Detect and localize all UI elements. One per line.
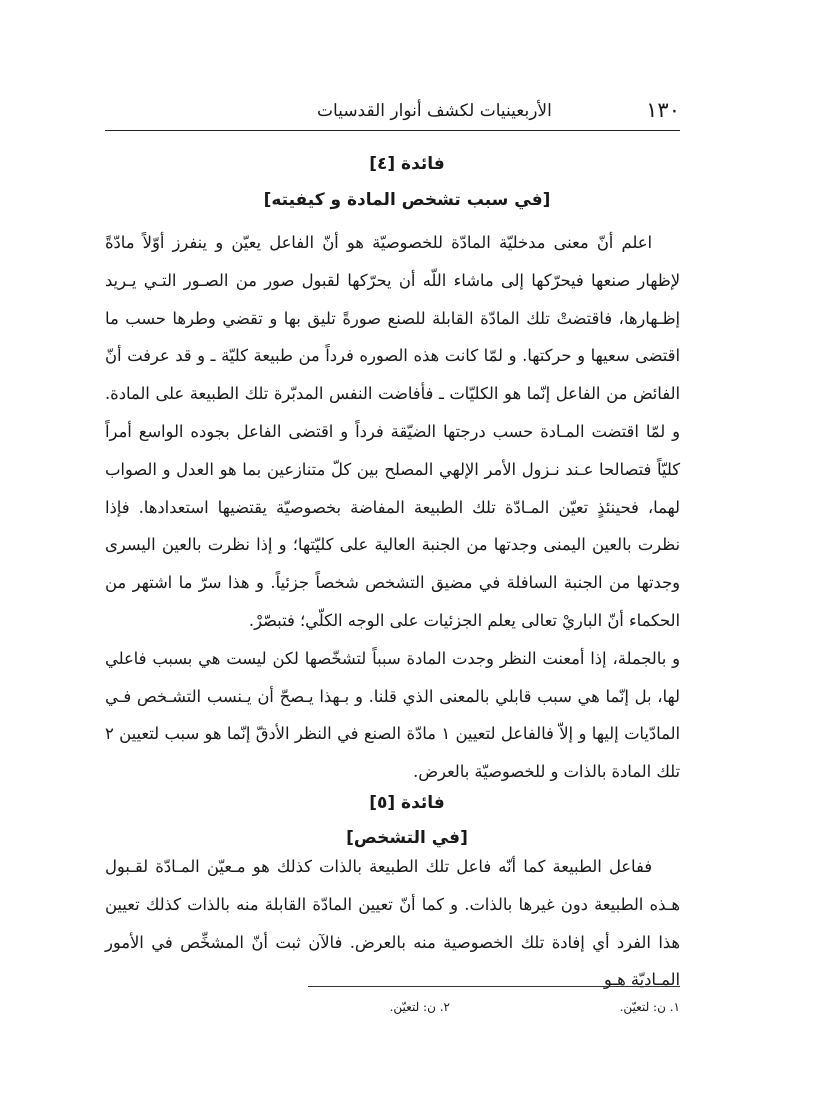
footnote-1: ١. ن: لتعيّن. — [619, 1000, 680, 1014]
page-number: ١٣٠ — [646, 98, 680, 122]
section4-body — [105, 224, 680, 791]
footnote-rule — [308, 986, 680, 987]
footnote-2: ٢. ن: لتعيّن. — [389, 1000, 450, 1014]
section5-heading: فائدة [٥] — [369, 793, 445, 813]
section5-subheading: [في التشخص] — [346, 828, 468, 848]
section4-subheading: [في سبب تشخص المادة و كيفيته] — [263, 190, 551, 210]
section4-paragraph-2: و بالجملة، إذا أمعنت النظر وجدت المادة سبباً لتشخّصها لكن ليست هي بسبب فاعلي لها، بل إنّما هي سبب قابلي بالمعنى الذي قلنا. و بـهذا يـصحّ أن يـنسب التشـخص فـي المادّيات إليها و إلاّ فالفاعل لتعيين ١ مادّة الصنع في النظر الأدقّ إنّما هو سبب لتعيين ٢ تلك المادة بالذات و للخصوصيّة بالعرض. — [105, 648, 680, 782]
running-title: الأربعينيات لكشف أنوار القدسيات — [317, 101, 552, 121]
section5-paragraph-1: ففاعل الطبيعة كما أنّه فاعل تلك الطبيعة بالذات كذلك هو مـعيّن المـادّة لقـبول هـذه الطبيعة دون غيرها بالذات. و كما أنّ تعيين المادّة القابلة منه بالذات كذلك تعيين هذا الفرد أي إفادة تلك الخصوصية منه بالعرض. فالآن ثبت أنّ المشخِّص في الأمور المـاديّة هـو — [105, 857, 680, 990]
section4-paragraph-1: اعلم أنّ معنى مدخليّة المادّة للخصوصيّة هو أنّ الفاعل يعيّن و ينفرز أوّلاً مادّةً لإظهار صنعها فيحرّكها إلى ماشاء اللّه أن يحرّكها لقبول صور من الصـور التـي يـريد إظـهارها، فاقتضتْ تلك المادّة القابلة للصنع صورةً تليق بها و تقضي وطرها حسب ما اقتضى سعيها و حركتها. و لمّا كانت هذه الصوره فرداً من طبيعة كليّة ـ و قد عرفت أنّ الفائض من الفاعل إنّما هو الكليّات ـ فأفاضت النفس المدبّرة تلك الطبيعة على المادة. و لمّا اقتضت المـادة حسب درجتها الضيّقة فرداً و اقتضى الفاعل بجوده الواسع أمراً كليّاً فتصالحا عـند نـزول الأمر الإلهي المصلح بين كلّ متنازعين بما هو العدل و الصواب لهما، فحينئذٍ تعيّن المـادّة تلك الطبيعة المفاضة بخصوصيّة يقتضيها استعدادها. فإذا نظرت بالعين اليمنى وجدتها من الجنبة العالية على كليّتها؛ و إذا نظرت بالعين اليسرى وجدتها من الجنبة السافلة في مضيق التشخص شخصاً جزئياً. و هذا سرّ ما اشتهر من الحكماء أنّ الباريْ تعالى يعلم الجزئيات على الوجه الكلّي؛ فتبصّرْ. — [105, 233, 680, 630]
section4-heading: فائدة [٤] — [369, 154, 445, 174]
section5-body — [105, 848, 680, 999]
header-rule — [105, 130, 680, 131]
page-header — [105, 98, 680, 128]
